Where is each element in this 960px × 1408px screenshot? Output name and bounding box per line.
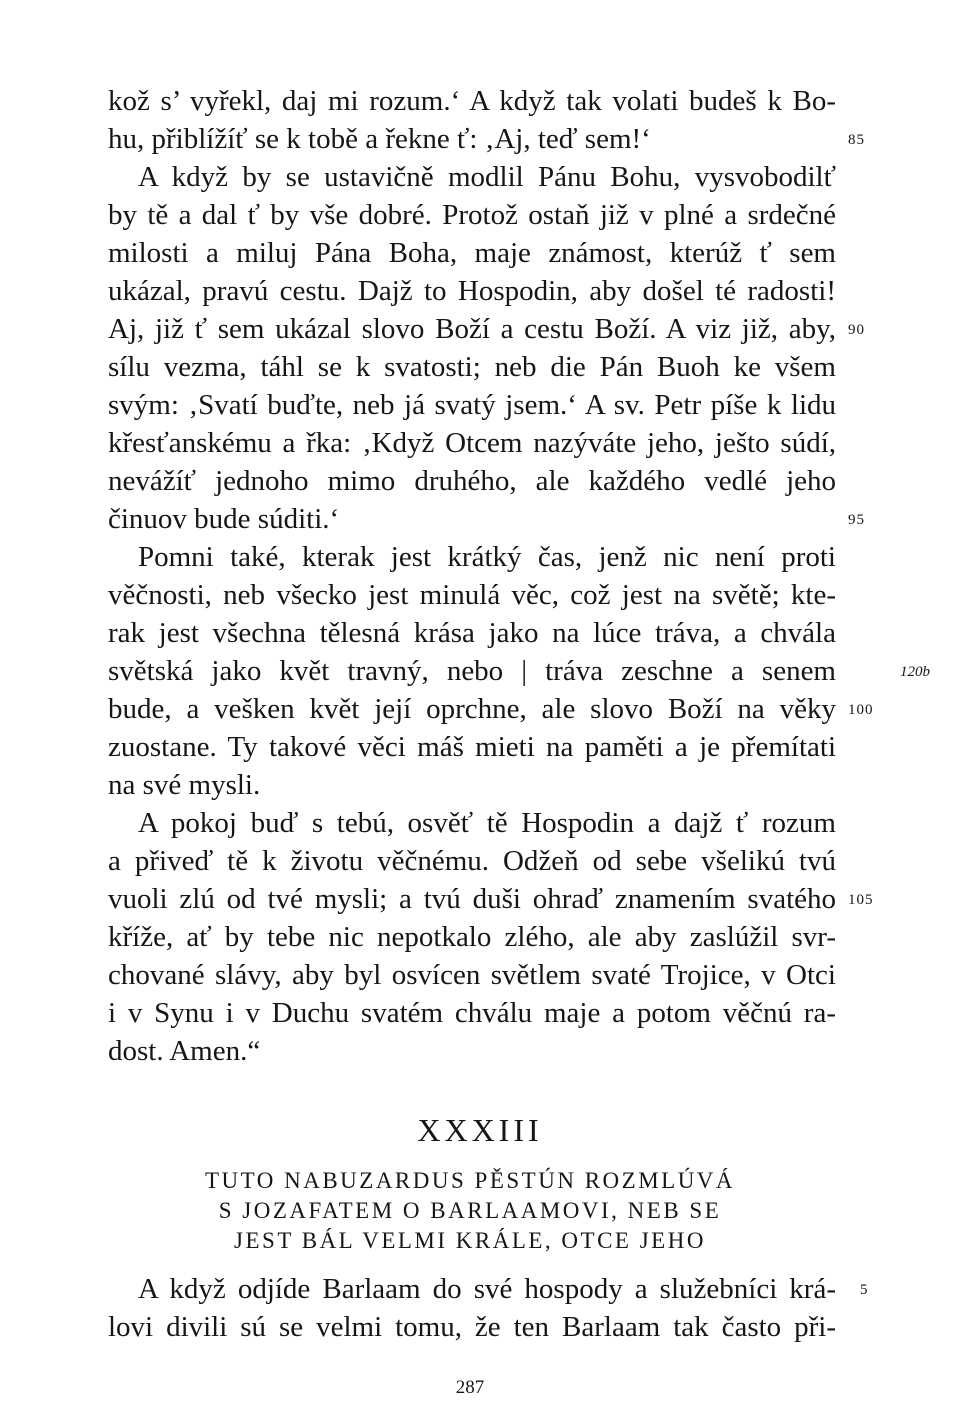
text-line: věčnosti, neb všecko jest minulá věc, což jest na světě; kte- (108, 579, 836, 611)
text-line: kříže, ať by tebe nic nepotkalo zlého, ale aby zaslúžil svr- (108, 921, 836, 953)
line-number: 5 (860, 1282, 869, 1298)
text-line: světská jako květ travný, nebo | tráva zeschne a senem (108, 655, 836, 687)
line-number: 100 (848, 702, 874, 718)
chapter-heading-line: TUTO NABUZARDUS PĚSTÚN ROZMLÚVÁ (204, 1168, 736, 1193)
text-line: hu, přiblížíť se k tobě a řekne ť: ‚Aj, teď sem!‘ (108, 123, 651, 155)
chapter-heading-line: JEST BÁL VELMI KRÁLE, OTCE JEHO (234, 1228, 706, 1253)
text-line: Aj, již ť sem ukázal slovo Boží a cestu Boží. A viz již, aby, (108, 313, 836, 345)
text-line: A když by se ustavičně modlil Pánu Bohu, vysvobodilť (138, 161, 836, 193)
text-line: i v Synu i v Duchu svatém chválu maje a potom věčnú ra- (108, 997, 836, 1029)
text-line: činuov bude súditi.‘ (108, 503, 340, 535)
text-line: a přiveď tě k životu věčnému. Odžeň od sebe všelikú tvú (108, 845, 836, 877)
text-line: kož s’ vyřekl, daj mi rozum.‘ A když tak volati budeš k Bo- (108, 85, 836, 117)
text-line: na své mysli. (108, 769, 261, 801)
line-number: 90 (848, 322, 865, 338)
text-line: Pomni také, kterak jest krátký čas, jenž nic není proti (138, 541, 836, 573)
text-line: by tě a dal ť by vše dobré. Protož ostaň již v plné a srdečné (108, 199, 836, 231)
text-line: rak jest všechna tělesná krása jako na lúce tráva, a chvála (108, 617, 836, 649)
text-line: sílu vezma, táhl se k svatosti; neb die Pán Buoh ke všem (108, 351, 836, 383)
text-line: bude, a vešken květ její oprchne, ale slovo Boží na věky (108, 693, 836, 725)
text-line: ukázal, pravú cestu. Dajž to Hospodin, aby došel té radosti! (108, 275, 836, 307)
page-number: 287 (455, 1377, 485, 1398)
line-number: 95 (848, 512, 865, 528)
chapter-heading-line: S JOZAFATEM O BARLAAMOVI, NEB SE (218, 1198, 722, 1223)
text-line: A když odjíde Barlaam do své hospody a služebníci krá- (138, 1273, 836, 1305)
text-line: vuoli zlú od tvé mysli; a tvú duši ohraď znamením svatého (108, 883, 836, 915)
line-number: 105 (848, 892, 874, 908)
chapter-number: XXXIII (417, 1112, 543, 1148)
text-line: svým: ‚Svatí buďte, neb já svatý jsem.‘ A sv. Petr píše k lidu (108, 389, 836, 421)
text-line: lovi divili sú se velmi tomu, že ten Barlaam tak často při- (108, 1311, 836, 1343)
text-line: křesťanskému a řka: ‚Když Otcem nazýváte jeho, ješto súdí, (108, 427, 836, 459)
text-line: dost. Amen.“ (108, 1035, 261, 1067)
line-number: 85 (848, 132, 865, 148)
text-line: chované slávy, aby byl osvícen světlem svaté Trojice, v Otci (108, 959, 836, 991)
text-line: zuostane. Ty takové věci máš mieti na paměti a je přemítati (108, 731, 836, 763)
text-line: nevážíť jednoho mimo druhého, ale každého vedlé jeho (108, 465, 836, 497)
text-line: milosti a miluj Pána Boha, maje známost, kterúž ť sem (108, 237, 836, 269)
folio-marker: 120b (900, 664, 930, 680)
text-line: A pokoj buď s tebú, osvěť tě Hospodin a dajž ť rozum (138, 807, 836, 839)
